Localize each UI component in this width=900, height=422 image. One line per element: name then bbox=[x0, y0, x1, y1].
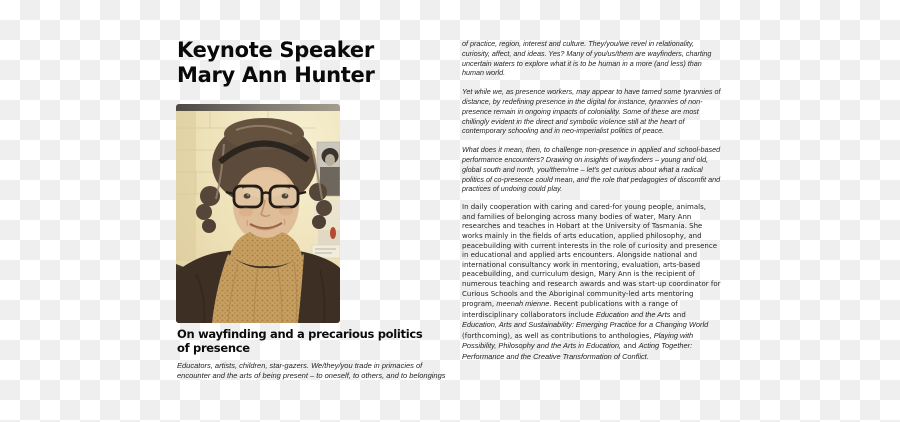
talk-lede: Educators, artists, children, star-gazers. We/they/you trade in primacies of encounter and the arts of being present – to oneself, to others, and to belongings bbox=[177, 361, 446, 380]
abstract-paragraph-2: Yet while we, as presence workers, may appear to have tamed some tyrannies of distance, by redefining presence in the digital for instance, tyrannies of non-presence remain in ongoing impacts of coloniality. Some of these are most chillingly evident in the direct and symbolic violence still at the heart of contemporary schooling and in neo-imperialist politics of peace. bbox=[462, 87, 721, 136]
page-title-line2: Mary Ann Hunter bbox=[177, 63, 375, 87]
abstract-paragraph-1: of practice, region, interest and culture. They/you/we revel in relationality, curiosity, affect, and ideas. Yes? Many of you/us/them are wayfinders, charting uncertain waters to explore what it is to be human in a more (and less) than human world. bbox=[462, 39, 712, 78]
abstract-paragraph-3: What does it mean, then, to challenge non-presence in applied and school-based performance encounters? Drawing on insights of wayfinders – young and old, global south and north, you/them/me – let's get curious about what a radical politics of co-presence could mean, and the role that pedagogies of discomfit and practices of undoing could play. bbox=[462, 145, 721, 194]
talk-title bbox=[177, 328, 422, 355]
talk-title-line1: On wayfinding and a precarious politics bbox=[177, 327, 423, 341]
speaker-photo bbox=[176, 104, 340, 323]
abstract-column bbox=[462, 39, 721, 372]
bio-paragraph: In daily cooperation with caring and cared-for young people, animals, and families of belonging across many bodies of water, Mary Ann researches and teaches in Hobart at the University of Tasmania. She works mainly in the fields of arts education, applied philosophy, and peacebuilding with current interests in the role of curiosity and presence in educational and applied arts encounters. Alongside national and international consultancy work in mentoring, evaluation, arts-based peacebuilding, and curriculum design, Mary Ann is the recipient of numerous teaching and research awards and was start-up coordinator for Curious Schools and the Aboriginal community-led arts mentoring program, meenah mienne. Recent publications with a range of interdisciplinary collaborators include Education and the Arts and Education, Arts and Sustainability: Emerging Practice for a Changing World (forthcoming), as well as contributions to anthologies, Playing with Possibility, Philosophy and the Arts in Education, and Acting Together: Performance and the Creative Transformation of Conflict. bbox=[462, 203, 721, 362]
page-title-line1: Keynote Speaker bbox=[177, 38, 374, 62]
page-title bbox=[177, 38, 375, 88]
speaker-portrait-illustration bbox=[176, 104, 340, 323]
talk-title-line2: of presence bbox=[177, 340, 250, 355]
